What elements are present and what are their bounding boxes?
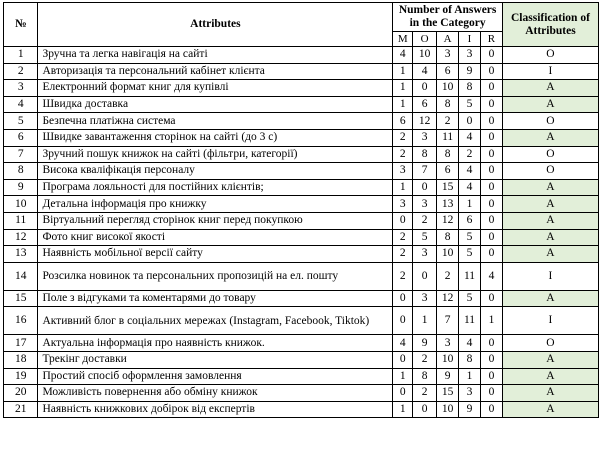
count-o: 0 bbox=[413, 179, 437, 196]
count-a: 10 bbox=[437, 401, 459, 418]
count-r: 1 bbox=[480, 307, 502, 335]
count-m: 1 bbox=[393, 368, 413, 385]
count-o: 6 bbox=[413, 96, 437, 113]
row-number: 21 bbox=[4, 401, 38, 418]
attribute-name: Швидка доставка bbox=[38, 96, 393, 113]
count-m: 0 bbox=[393, 307, 413, 335]
count-o: 3 bbox=[413, 196, 437, 213]
count-m: 0 bbox=[393, 385, 413, 402]
count-m: 1 bbox=[393, 63, 413, 80]
count-m: 2 bbox=[393, 246, 413, 263]
row-number: 4 bbox=[4, 96, 38, 113]
attribute-name: Швидке завантаження сторінок на сайті (до 3 с) bbox=[38, 129, 393, 146]
count-a: 10 bbox=[437, 351, 459, 368]
count-o: 0 bbox=[413, 401, 437, 418]
attribute-name: Трекінг доставки bbox=[38, 351, 393, 368]
count-a: 10 bbox=[437, 80, 459, 97]
attribute-name: Безпечна платіжна система bbox=[38, 113, 393, 130]
attribute-name: Зручний пошук книжок на сайті (фільтри, категорії) bbox=[38, 146, 393, 163]
count-a: 15 bbox=[437, 179, 459, 196]
count-r: 0 bbox=[480, 146, 502, 163]
classification: O bbox=[502, 146, 598, 163]
table-row bbox=[4, 262, 599, 290]
count-i: 5 bbox=[459, 229, 481, 246]
classification: I bbox=[502, 63, 598, 80]
count-r: 0 bbox=[480, 179, 502, 196]
count-m: 3 bbox=[393, 163, 413, 180]
count-o: 3 bbox=[413, 290, 437, 307]
count-r: 0 bbox=[480, 368, 502, 385]
row-number: 5 bbox=[4, 113, 38, 130]
count-o: 3 bbox=[413, 246, 437, 263]
count-i: 11 bbox=[459, 262, 481, 290]
table-row bbox=[4, 47, 599, 64]
row-number: 11 bbox=[4, 212, 38, 229]
count-a: 12 bbox=[437, 290, 459, 307]
classification: I bbox=[502, 262, 598, 290]
classification: A bbox=[502, 401, 598, 418]
count-a: 8 bbox=[437, 96, 459, 113]
row-number: 12 bbox=[4, 229, 38, 246]
attribute-name: Авторизація та персональний кабінет клієнта bbox=[38, 63, 393, 80]
category-a: A bbox=[437, 32, 459, 47]
row-number: 18 bbox=[4, 351, 38, 368]
count-o: 2 bbox=[413, 385, 437, 402]
count-r: 0 bbox=[480, 196, 502, 213]
count-r: 0 bbox=[480, 80, 502, 97]
count-r: 0 bbox=[480, 96, 502, 113]
count-o: 10 bbox=[413, 47, 437, 64]
count-m: 2 bbox=[393, 129, 413, 146]
row-number: 10 bbox=[4, 196, 38, 213]
count-a: 13 bbox=[437, 196, 459, 213]
count-o: 8 bbox=[413, 368, 437, 385]
attribute-name: Фото книг високої якості bbox=[38, 229, 393, 246]
table-row bbox=[4, 290, 599, 307]
count-a: 12 bbox=[437, 212, 459, 229]
table-row bbox=[4, 229, 599, 246]
count-a: 9 bbox=[437, 368, 459, 385]
row-number: 9 bbox=[4, 179, 38, 196]
classification: O bbox=[502, 163, 598, 180]
count-i: 9 bbox=[459, 401, 481, 418]
count-r: 0 bbox=[480, 47, 502, 64]
count-a: 2 bbox=[437, 113, 459, 130]
count-m: 0 bbox=[393, 212, 413, 229]
count-m: 3 bbox=[393, 196, 413, 213]
count-a: 7 bbox=[437, 307, 459, 335]
count-r: 0 bbox=[480, 129, 502, 146]
count-a: 15 bbox=[437, 385, 459, 402]
attribute-name: Детальна інформація про книжку bbox=[38, 196, 393, 213]
attribute-name: Можливість повернення або обміну книжок bbox=[38, 385, 393, 402]
classification: A bbox=[502, 212, 598, 229]
table-row bbox=[4, 385, 599, 402]
classification: A bbox=[502, 129, 598, 146]
count-i: 9 bbox=[459, 63, 481, 80]
header-num: № bbox=[4, 3, 38, 47]
table-row bbox=[4, 63, 599, 80]
classification: I bbox=[502, 307, 598, 335]
count-i: 1 bbox=[459, 368, 481, 385]
table-row bbox=[4, 129, 599, 146]
classification: A bbox=[502, 246, 598, 263]
count-i: 4 bbox=[459, 335, 481, 352]
kano-attributes-table bbox=[3, 2, 599, 418]
count-a: 6 bbox=[437, 163, 459, 180]
count-r: 0 bbox=[480, 246, 502, 263]
count-m: 1 bbox=[393, 401, 413, 418]
row-number: 6 bbox=[4, 129, 38, 146]
classification: O bbox=[502, 113, 598, 130]
row-number: 2 bbox=[4, 63, 38, 80]
count-m: 4 bbox=[393, 335, 413, 352]
row-number: 14 bbox=[4, 262, 38, 290]
count-a: 8 bbox=[437, 146, 459, 163]
attribute-name: Розсилка новинок та персональних пропозицій на ел. пошту bbox=[38, 262, 393, 290]
count-i: 1 bbox=[459, 196, 481, 213]
count-o: 2 bbox=[413, 351, 437, 368]
attribute-name: Висока кваліфікація персоналу bbox=[38, 163, 393, 180]
table-row bbox=[4, 351, 599, 368]
count-i: 3 bbox=[459, 47, 481, 64]
table-row bbox=[4, 146, 599, 163]
classification: O bbox=[502, 47, 598, 64]
attribute-name: Наявність мобільної версії сайту bbox=[38, 246, 393, 263]
count-a: 11 bbox=[437, 129, 459, 146]
count-i: 8 bbox=[459, 351, 481, 368]
classification: A bbox=[502, 229, 598, 246]
count-i: 5 bbox=[459, 246, 481, 263]
table-row bbox=[4, 163, 599, 180]
category-o: O bbox=[413, 32, 437, 47]
count-i: 2 bbox=[459, 146, 481, 163]
table-row bbox=[4, 335, 599, 352]
row-number: 20 bbox=[4, 385, 38, 402]
count-m: 6 bbox=[393, 113, 413, 130]
attribute-name: Електронний формат книг для купівлі bbox=[38, 80, 393, 97]
count-m: 2 bbox=[393, 229, 413, 246]
count-m: 0 bbox=[393, 351, 413, 368]
attribute-name: Поле з відгуками та коментарями до товару bbox=[38, 290, 393, 307]
count-i: 4 bbox=[459, 163, 481, 180]
table-row bbox=[4, 113, 599, 130]
count-i: 5 bbox=[459, 96, 481, 113]
count-a: 10 bbox=[437, 246, 459, 263]
count-m: 1 bbox=[393, 179, 413, 196]
count-m: 0 bbox=[393, 290, 413, 307]
attribute-name: Актуальна інформація про наявність книжок. bbox=[38, 335, 393, 352]
header-classification: Classification of Attributes bbox=[502, 3, 598, 47]
table-row bbox=[4, 96, 599, 113]
count-o: 12 bbox=[413, 113, 437, 130]
count-o: 4 bbox=[413, 63, 437, 80]
table-body bbox=[4, 47, 599, 418]
classification: A bbox=[502, 385, 598, 402]
count-r: 0 bbox=[480, 229, 502, 246]
table-row bbox=[4, 368, 599, 385]
count-a: 8 bbox=[437, 229, 459, 246]
classification: A bbox=[502, 196, 598, 213]
row-number: 8 bbox=[4, 163, 38, 180]
table-row bbox=[4, 196, 599, 213]
attribute-name: Наявність книжкових добірок від експертів bbox=[38, 401, 393, 418]
count-o: 3 bbox=[413, 129, 437, 146]
count-r: 0 bbox=[480, 113, 502, 130]
count-i: 5 bbox=[459, 290, 481, 307]
classification: A bbox=[502, 179, 598, 196]
row-number: 15 bbox=[4, 290, 38, 307]
table-row bbox=[4, 401, 599, 418]
row-number: 17 bbox=[4, 335, 38, 352]
count-o: 5 bbox=[413, 229, 437, 246]
classification: A bbox=[502, 80, 598, 97]
count-a: 3 bbox=[437, 335, 459, 352]
row-number: 1 bbox=[4, 47, 38, 64]
count-i: 0 bbox=[459, 113, 481, 130]
table-row bbox=[4, 246, 599, 263]
category-r: R bbox=[480, 32, 502, 47]
count-r: 0 bbox=[480, 351, 502, 368]
attribute-name: Активний блог в соціальних мережах (Instagram, Facebook, Tiktok) bbox=[38, 307, 393, 335]
count-r: 0 bbox=[480, 335, 502, 352]
classification: A bbox=[502, 96, 598, 113]
count-i: 6 bbox=[459, 212, 481, 229]
count-i: 8 bbox=[459, 80, 481, 97]
count-o: 2 bbox=[413, 212, 437, 229]
classification: A bbox=[502, 368, 598, 385]
row-number: 19 bbox=[4, 368, 38, 385]
count-a: 2 bbox=[437, 262, 459, 290]
count-o: 0 bbox=[413, 262, 437, 290]
classification: A bbox=[502, 290, 598, 307]
row-number: 16 bbox=[4, 307, 38, 335]
count-r: 0 bbox=[480, 385, 502, 402]
count-i: 4 bbox=[459, 179, 481, 196]
category-i: I bbox=[459, 32, 481, 47]
count-o: 0 bbox=[413, 80, 437, 97]
count-m: 2 bbox=[393, 146, 413, 163]
attribute-name: Віртуальний перегляд сторінок книг перед покупкою bbox=[38, 212, 393, 229]
header-attributes: Attributes bbox=[38, 3, 393, 47]
count-m: 2 bbox=[393, 262, 413, 290]
table-row bbox=[4, 80, 599, 97]
count-r: 0 bbox=[480, 401, 502, 418]
count-o: 8 bbox=[413, 146, 437, 163]
header-row bbox=[4, 3, 599, 32]
attribute-name: Зручна та легка навігація на сайті bbox=[38, 47, 393, 64]
count-r: 0 bbox=[480, 163, 502, 180]
row-number: 3 bbox=[4, 80, 38, 97]
classification: A bbox=[502, 351, 598, 368]
count-r: 4 bbox=[480, 262, 502, 290]
table-row bbox=[4, 179, 599, 196]
table-row bbox=[4, 212, 599, 229]
count-a: 6 bbox=[437, 63, 459, 80]
count-a: 3 bbox=[437, 47, 459, 64]
count-o: 1 bbox=[413, 307, 437, 335]
row-number: 7 bbox=[4, 146, 38, 163]
table-row bbox=[4, 307, 599, 335]
attribute-name: Простий спосіб оформлення замовлення bbox=[38, 368, 393, 385]
row-number: 13 bbox=[4, 246, 38, 263]
category-m: M bbox=[393, 32, 413, 47]
count-i: 4 bbox=[459, 129, 481, 146]
count-r: 0 bbox=[480, 63, 502, 80]
count-r: 0 bbox=[480, 290, 502, 307]
count-m: 1 bbox=[393, 96, 413, 113]
attribute-name: Програма лояльності для постійних клієнтів; bbox=[38, 179, 393, 196]
count-m: 1 bbox=[393, 80, 413, 97]
count-m: 4 bbox=[393, 47, 413, 64]
classification: O bbox=[502, 335, 598, 352]
header-answers: Number of Answers in the Category bbox=[393, 3, 503, 32]
count-i: 11 bbox=[459, 307, 481, 335]
count-i: 3 bbox=[459, 385, 481, 402]
count-o: 7 bbox=[413, 163, 437, 180]
count-o: 9 bbox=[413, 335, 437, 352]
count-r: 0 bbox=[480, 212, 502, 229]
